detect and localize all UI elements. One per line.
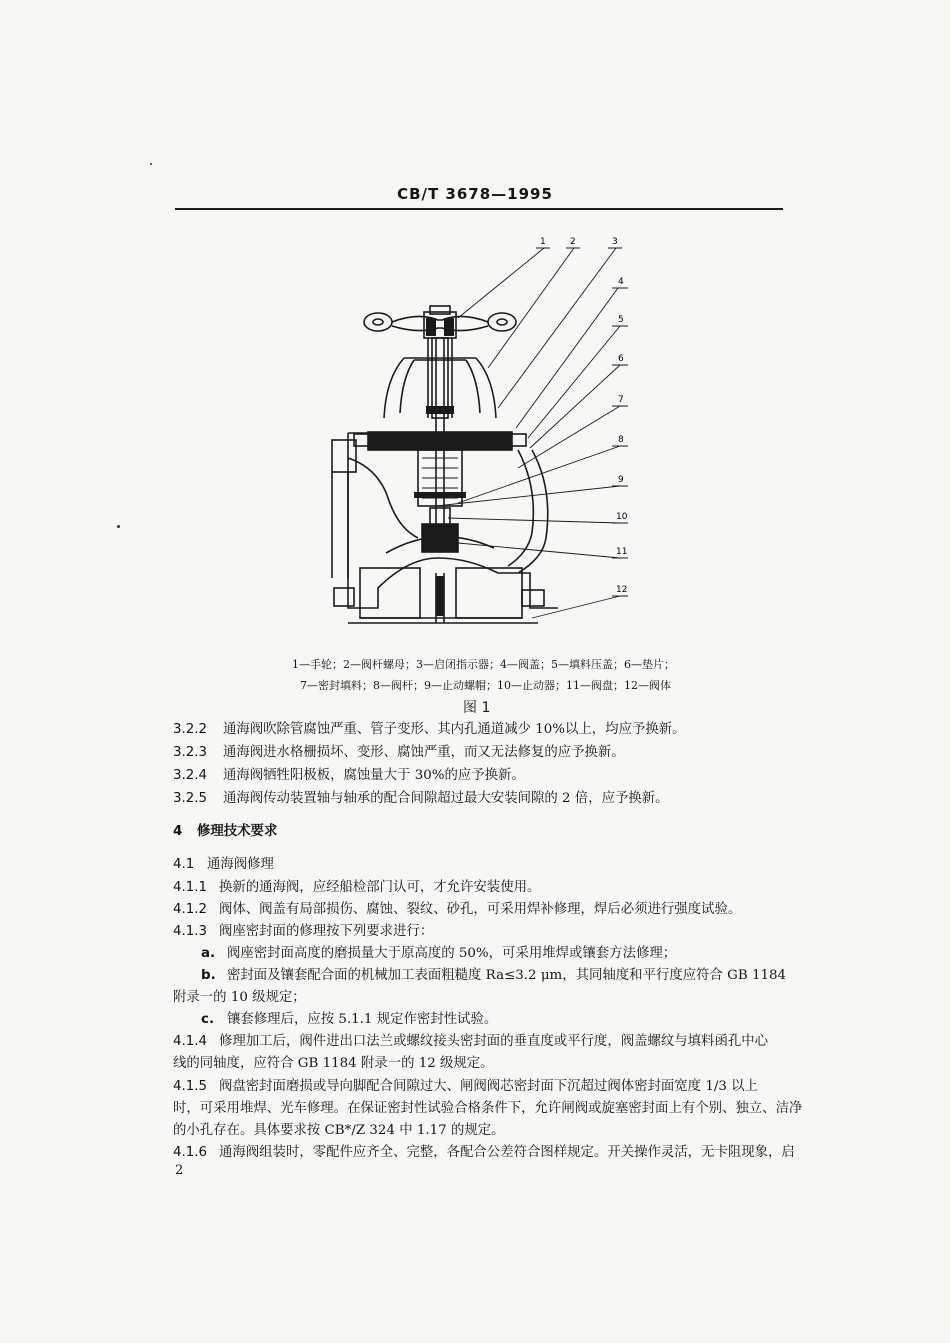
list-label: b. [201, 968, 216, 983]
part-number: 4 [618, 277, 624, 287]
clause-number: 4.1.5 [173, 1079, 208, 1094]
list-label: c. [201, 1012, 215, 1027]
clause-3-2-5 [173, 787, 669, 806]
clause-4-1-1 [173, 876, 540, 895]
clause-text: 通海阀进水格栅损坏、变形、腐蚀严重，而又无法修复的应予换新。 [223, 745, 625, 760]
clause-number: 3.2.3 [173, 745, 208, 760]
scan-speck [117, 525, 120, 528]
clause-3-2-2 [173, 718, 686, 737]
part-number: 6 [618, 354, 624, 364]
clause-number: 3.2.5 [173, 791, 208, 806]
subsection-title: 通海阀修理 [207, 857, 274, 872]
list-item-b [201, 964, 786, 983]
clause-text: 通海阀传动装置轴与轴承的配合间隙超过最大安装间隙的 2 倍，应予换新。 [223, 791, 669, 806]
clause-number: 3.2.4 [173, 768, 208, 783]
list-label: a. [201, 946, 216, 961]
header-rule [175, 208, 783, 210]
part-number: 7 [618, 395, 624, 405]
section-heading [173, 820, 277, 839]
list-text: 密封面及镶套配合面的机械加工表面粗糙度 Ra≤3.2 μm，其同轴度和平行度应符合 GB 1184 [227, 968, 787, 983]
clause-4-1-6 [173, 1141, 795, 1160]
part-number: 12 [616, 585, 628, 595]
figure-legend-line-1: 1—手轮；2—阀杆螺母；3—启闭指示器；4—阀盖；5—填料压盖；6—垫片； [292, 658, 675, 671]
clause-number: 4.1.4 [173, 1034, 208, 1049]
part-number: 3 [612, 237, 618, 247]
list-text: 镶套修理后，应按 5.1.1 规定作密封性试验。 [227, 1012, 498, 1027]
clause-4-1-4 [173, 1030, 768, 1049]
page-number: 2 [175, 1163, 184, 1178]
figure-caption: 图 1 [463, 700, 491, 716]
part-number: 5 [618, 315, 624, 325]
clause-number: 4.1.1 [173, 880, 208, 895]
clause-number: 3.2.2 [173, 722, 208, 737]
part-number: 11 [616, 547, 628, 557]
list-item-c [201, 1008, 497, 1027]
clause-text: 阀体、阀盖有局部损伤、腐蚀、裂纹、砂孔，可采用焊补修理，焊后必须进行强度试验。 [219, 902, 742, 917]
list-item-b-continued: 附录一的 10 级规定； [173, 990, 306, 1005]
section-number: 4 [173, 824, 183, 839]
clause-text: 通海阀组装时，零配件应齐全、完整，各配合公差符合图样规定。开关操作灵活，无卡阻现象，启 [219, 1145, 795, 1160]
clause-text: 修理加工后，阀件进出口法兰或螺纹接头密封面的垂直度或平行度，阀盖螺纹与填料函孔中心 [219, 1034, 769, 1049]
clause-4-1-5-continued: 的小孔存在。具体要求按 CB*/Z 324 中 1.17 的规定。 [173, 1123, 505, 1138]
clause-4-1-5-continued: 时，可采用堆焊、光车修理。在保证密封性试验合格条件下，允许闸阀或旋塞密封面上有个别、独立、洁净 [173, 1101, 803, 1116]
part-number: 9 [618, 475, 624, 485]
list-item-a [201, 942, 676, 961]
part-number: 8 [618, 435, 624, 445]
section-title: 修理技术要求 [197, 824, 278, 839]
clause-text: 阀座密封面的修理按下列要求进行： [219, 924, 434, 939]
clause-3-2-4 [173, 764, 525, 783]
clause-4-1-2 [173, 898, 741, 917]
scan-speck [150, 163, 152, 165]
subsection-heading [173, 853, 274, 872]
clause-number: 4.1.2 [173, 902, 208, 917]
figure-legend-line-2: 7—密封填料；8—阀杆；9—止动螺帽；10—止动器；11—阀盘；12—阀体 [300, 679, 671, 692]
subsection-number: 4.1 [173, 857, 195, 872]
clause-3-2-3 [173, 741, 625, 760]
clause-4-1-3 [173, 920, 433, 939]
clause-4-1-5 [173, 1075, 758, 1094]
clause-4-1-4-continued: 线的同轴度，应符合 GB 1184 附录一的 12 级规定。 [173, 1056, 494, 1071]
valve-diagram [318, 228, 663, 648]
part-number: 1 [540, 237, 546, 247]
clause-number: 4.1.6 [173, 1145, 208, 1160]
clause-number: 4.1.3 [173, 924, 208, 939]
clause-text: 通海阀吹除管腐蚀严重、管子变形、其内孔通道减少 10%以上，均应予换新。 [223, 722, 686, 737]
clause-text: 阀盘密封面磨损或导向脚配合间隙过大、闸阀阀芯密封面下沉超过阀体密封面宽度 1/3 以上 [219, 1079, 758, 1094]
clause-text: 换新的通海阀，应经船检部门认可，才允许安装使用。 [219, 880, 541, 895]
document-header: CB/T 3678—1995 [397, 185, 553, 203]
part-number: 10 [616, 512, 628, 522]
part-number: 2 [570, 237, 576, 247]
list-text: 阀座密封面高度的磨损量大于原高度的 50%，可采用堆焊或镶套方法修理； [227, 946, 677, 961]
clause-text: 通海阀牺牲阳极板，腐蚀量大于 30%的应予换新。 [223, 768, 525, 783]
